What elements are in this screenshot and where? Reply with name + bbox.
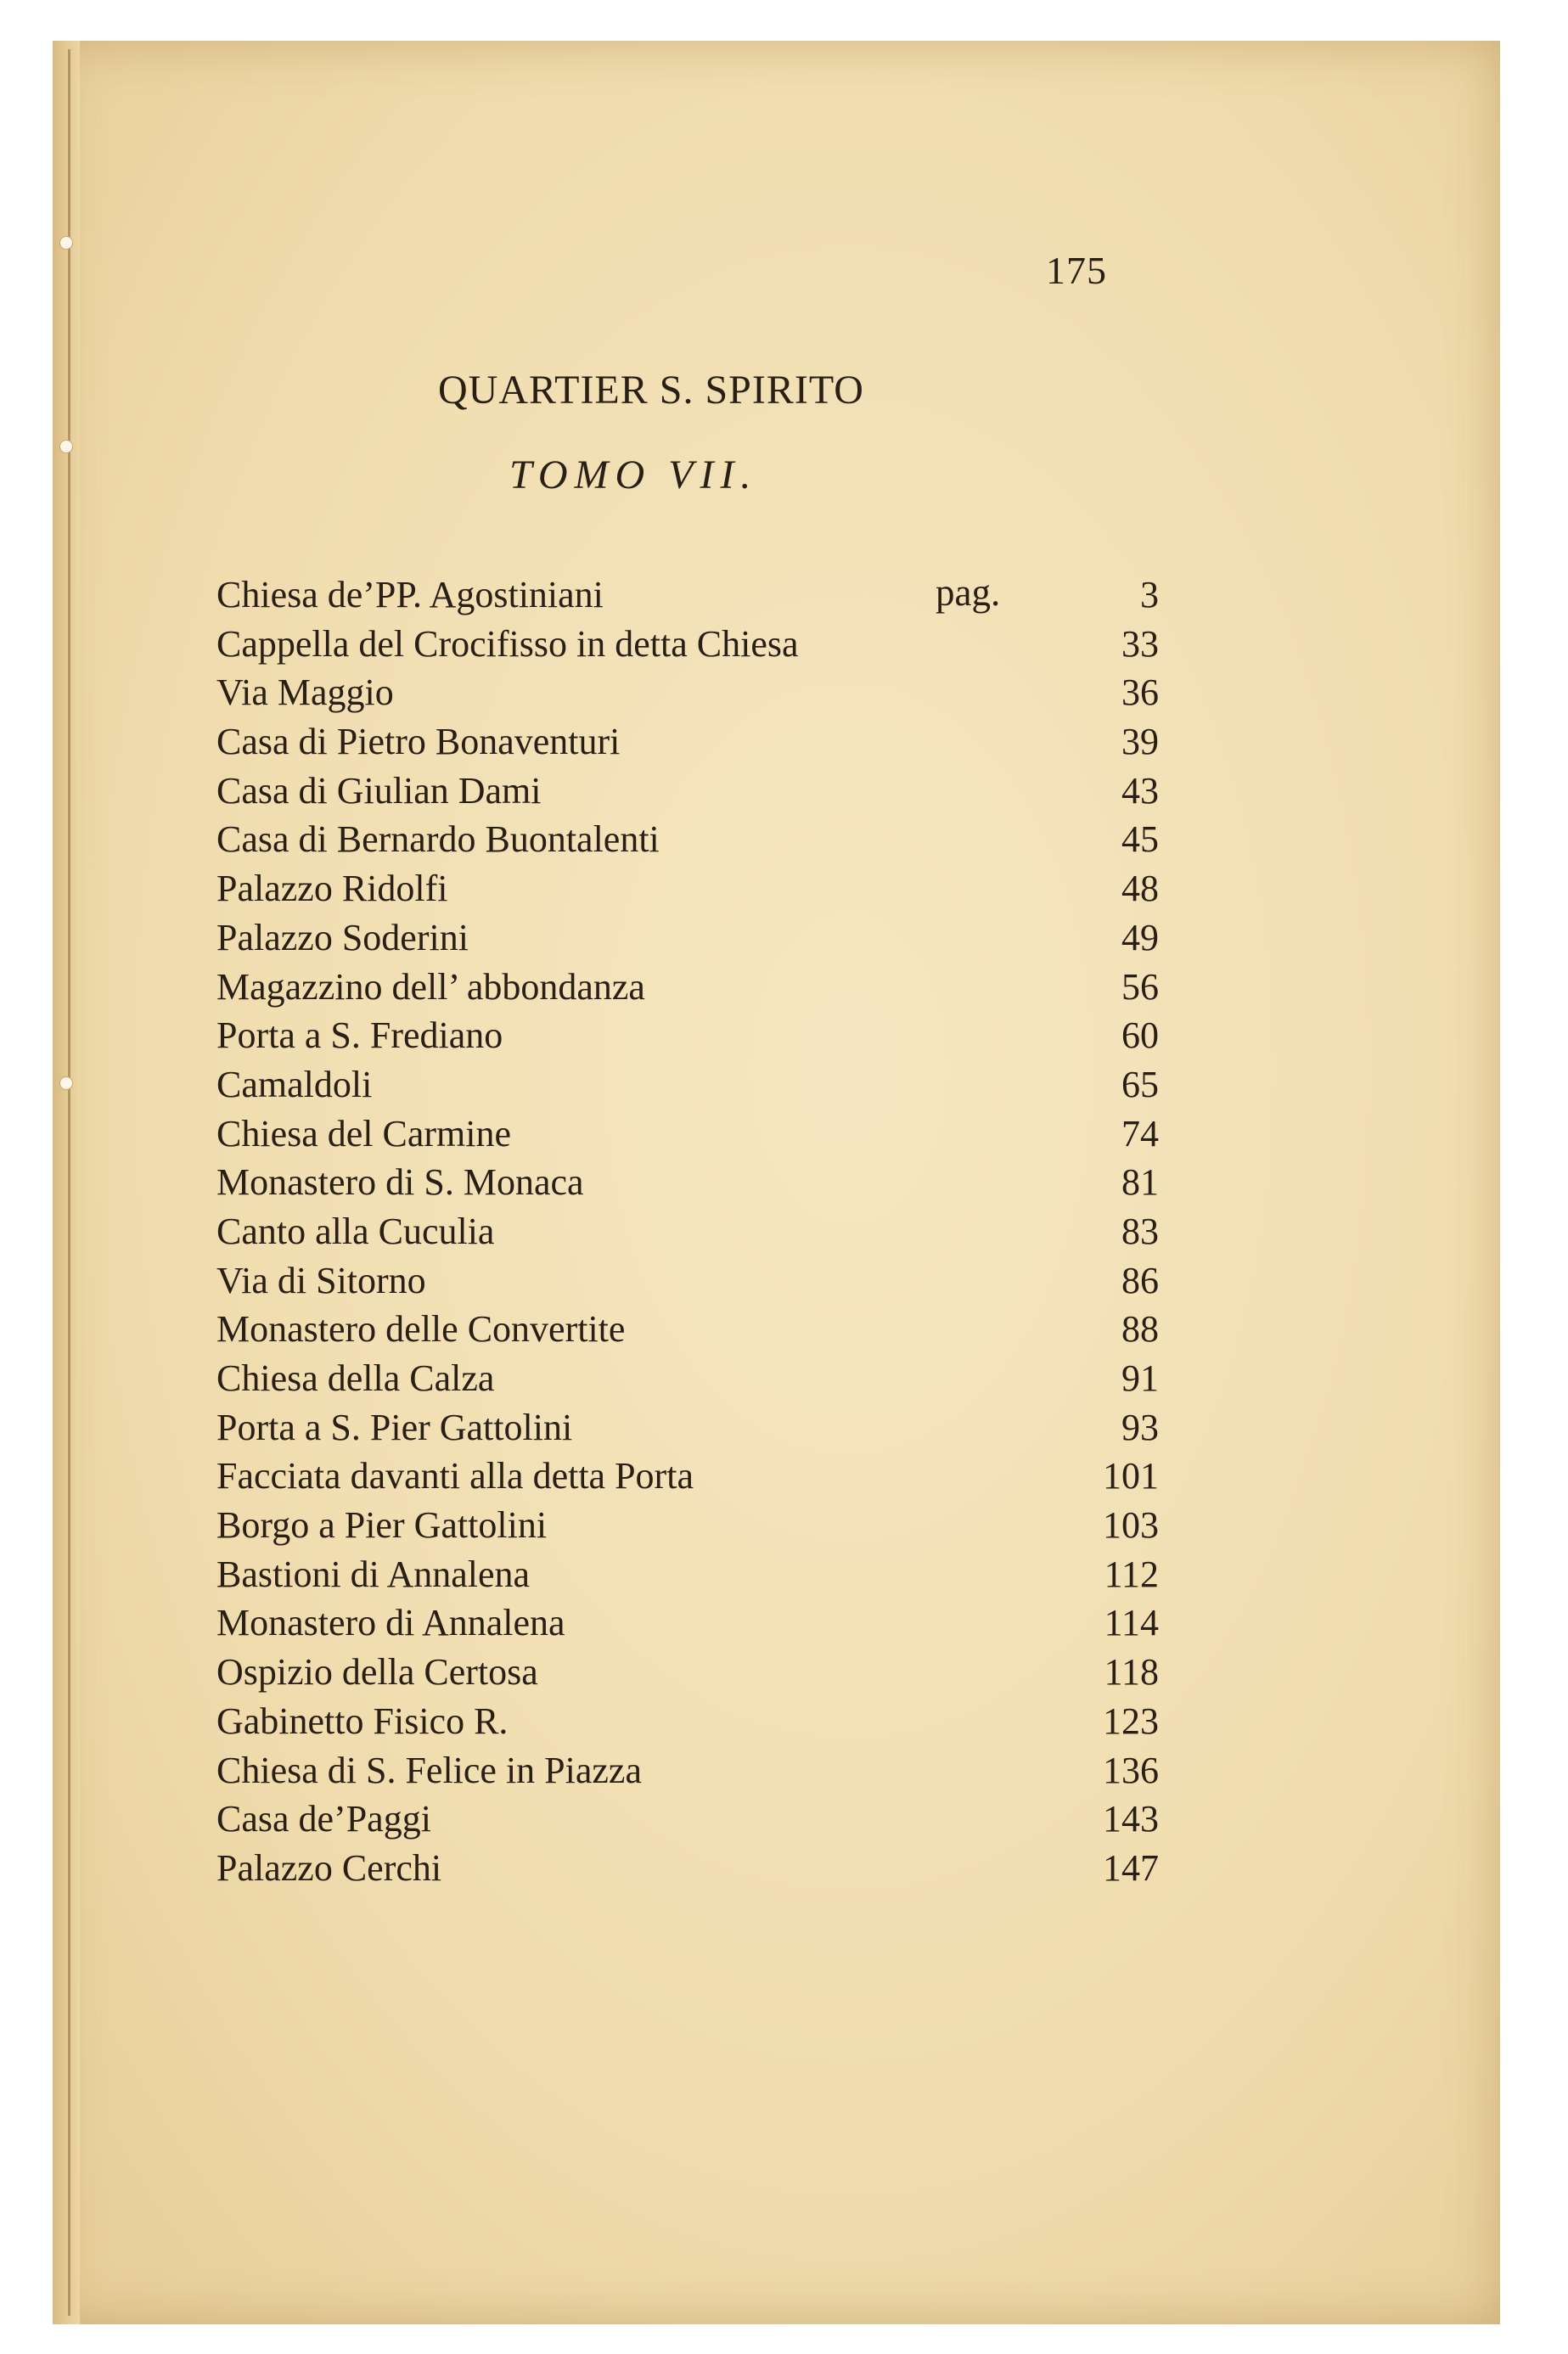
toc-entry-title: Borgo a Pier Gattolini [216, 1504, 548, 1547]
toc-entry-title: Facciata davanti alla detta Porta [216, 1455, 694, 1497]
toc-entry [216, 1501, 1159, 1550]
toc-entry [216, 767, 1159, 816]
binding-hole [59, 440, 73, 453]
toc-entry [216, 1648, 1159, 1697]
toc-entry-title: Canto alla Cuculia [216, 1210, 495, 1252]
toc-entry [216, 1452, 1159, 1501]
toc-entry-page: 123 [1103, 1699, 1159, 1742]
toc-entry-page: 86 [1121, 1259, 1159, 1301]
toc-entry [216, 620, 1159, 669]
toc-entry [216, 864, 1159, 913]
toc-entry [216, 1746, 1159, 1795]
toc-entry-page: 114 [1104, 1602, 1159, 1644]
toc-entry [216, 1256, 1159, 1306]
toc-entry [216, 1060, 1159, 1110]
binding-gutter [68, 49, 70, 2316]
binding-hole [59, 1076, 73, 1090]
toc-entry [216, 1158, 1159, 1207]
toc-entry [216, 1697, 1159, 1746]
toc-entry [216, 963, 1159, 1012]
toc-entry-page: 36 [1121, 671, 1159, 714]
toc-entry-page: 74 [1121, 1112, 1159, 1155]
toc-entry [216, 1844, 1159, 1893]
toc-entry-page: 112 [1104, 1553, 1159, 1595]
toc-entry-page: 103 [1103, 1504, 1159, 1547]
toc-entry-title: Magazzino dell’ abbondanza [216, 965, 645, 1008]
toc-entry-page: 147 [1103, 1846, 1159, 1889]
toc-entry-page: 43 [1121, 769, 1159, 812]
toc-entry-page: 65 [1121, 1063, 1159, 1105]
toc-entry-title: Chiesa della Calza [216, 1357, 495, 1399]
toc-entry [216, 1110, 1159, 1159]
toc-entry [216, 1795, 1159, 1844]
toc-entry-page: 60 [1121, 1014, 1159, 1057]
toc-entry-title: Via di Sitorno [216, 1259, 426, 1301]
table-of-contents [216, 570, 1159, 1893]
toc-entry-page: 33 [1121, 622, 1159, 665]
toc-entry-title: Ospizio della Certosa [216, 1651, 538, 1694]
toc-entry-title: Chiesa de’PP. Agostiniani [216, 574, 604, 615]
toc-entry-title: Bastioni di Annalena [216, 1553, 531, 1595]
binding-hole [59, 236, 73, 250]
toc-entry-title: Casa di Bernardo Buontalenti [216, 818, 660, 861]
toc-entry-title: Palazzo Ridolfi [216, 868, 448, 910]
section-heading: QUARTIER S. SPIRITO [438, 368, 864, 413]
toc-entry-page: 56 [1121, 965, 1159, 1008]
toc-entry-page: 88 [1121, 1308, 1159, 1351]
toc-entry-title: Monastero di Annalena [216, 1602, 565, 1644]
toc-entry [216, 717, 1159, 767]
toc-entry [216, 1354, 1159, 1403]
toc-entry [216, 1550, 1159, 1599]
toc-entry-title: Palazzo Cerchi [216, 1846, 442, 1889]
toc-entry-title: Casa di Giulian Dami [216, 769, 542, 812]
toc-entry-page: 39 [1121, 721, 1159, 763]
toc-entry-page: 49 [1121, 916, 1159, 958]
toc-entry [216, 668, 1159, 717]
toc-entry-page: 91 [1121, 1357, 1159, 1399]
toc-entry-title: Gabinetto Fisico R. [216, 1699, 509, 1742]
toc-entry-title: Monastero di S. Monaca [216, 1161, 584, 1204]
toc-entry [216, 570, 1159, 620]
toc-entry-title: Monastero delle Convertite [216, 1308, 626, 1351]
toc-entry-page: 136 [1103, 1749, 1159, 1791]
toc-entry [216, 1403, 1159, 1452]
toc-entry-page: 101 [1103, 1455, 1159, 1497]
toc-entry-title: Palazzo Soderini [216, 916, 469, 958]
toc-entry [216, 1207, 1159, 1256]
toc-entry-title: Casa de’Paggi [216, 1798, 431, 1840]
toc-entry-title: Porta a S. Pier Gattolini [216, 1406, 573, 1448]
toc-entry-title: Chiesa del Carmine [216, 1112, 512, 1155]
toc-entry-page: 48 [1121, 868, 1159, 910]
toc-entry-page: 118 [1104, 1651, 1159, 1694]
toc-entry [216, 913, 1159, 963]
toc-entry-title: Cappella del Crocifisso in detta Chiesa [216, 622, 799, 665]
volume-heading: TOMO VII. [509, 452, 758, 497]
toc-entry-page: 45 [1121, 818, 1159, 861]
toc-entry [216, 1305, 1159, 1354]
toc-entry-page: 143 [1103, 1798, 1159, 1840]
toc-entry-title: Porta a S. Frediano [216, 1014, 503, 1057]
toc-entry-page: 3 [1140, 574, 1159, 615]
toc-entry [216, 1598, 1159, 1648]
toc-entry-page: 83 [1121, 1210, 1159, 1252]
toc-entry-title: Casa di Pietro Bonaventuri [216, 721, 621, 763]
toc-entry-title: Camaldoli [216, 1063, 373, 1105]
toc-entry-page: 81 [1121, 1161, 1159, 1204]
page-column-label: pag. [936, 571, 1001, 614]
toc-entry-title: Chiesa di S. Felice in Piazza [216, 1749, 642, 1791]
page-number: 175 [1046, 249, 1107, 292]
toc-entry [216, 815, 1159, 864]
toc-entry-page: 93 [1121, 1406, 1159, 1448]
toc-entry-title: Via Maggio [216, 671, 394, 714]
toc-entry [216, 1011, 1159, 1060]
